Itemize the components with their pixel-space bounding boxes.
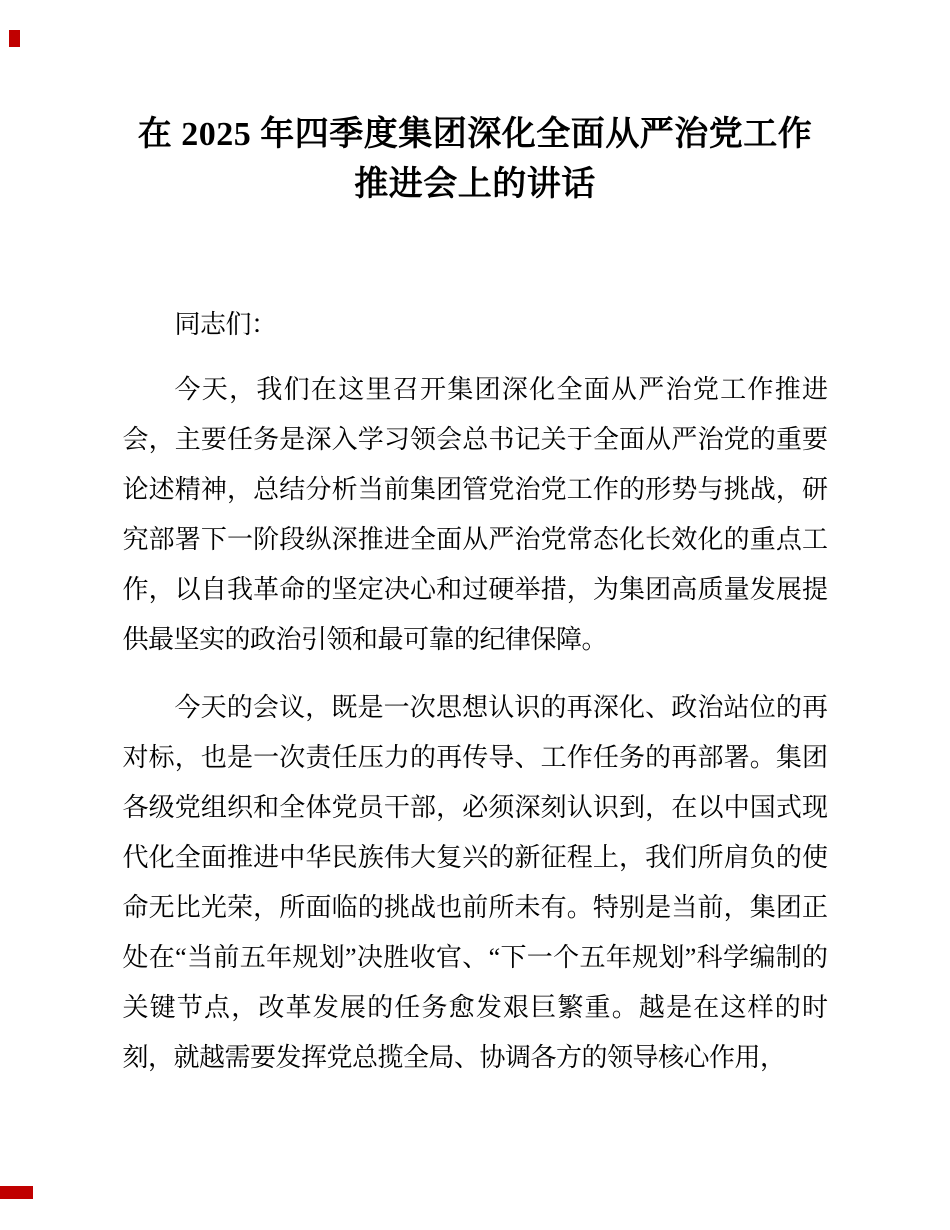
title-line-1: 在 2025 年四季度集团深化全面从严治党工作 <box>137 116 813 153</box>
paragraph-1: 今天，我们在这里召开集团深化全面从严治党工作推进会，主要任务是深入学习领会总书记关于全面从严治党的重要论述精神，总结分析当前集团管党治党工作的形势与挑战，研究部署下一阶段纵深推进全面从严治党常态化长效化的重点工作，以自我革命的坚定决心和过硬举措，为集团高质量发展提供最坚实的政治引领和最可靠的纪律保障。 <box>122 375 828 654</box>
document-title <box>0 0 950 210</box>
document-body <box>123 300 828 1083</box>
title-line-2: 推进会上的讲话 <box>354 166 596 203</box>
paragraph-2: 今天的会议，既是一次思想认识的再深化、政治站位的再对标，也是一次责任压力的再传导、工作任务的再部署。集团各级党组织和全体党员干部，必须深刻认识到，在以中国式现代化全面推进中华民族伟大复兴的新征程上，我们所肩负的使命无比光荣，所面临的挑战也前所未有。特别是当前，集团正处在“当前五年规划”决胜收官、“下一个五年规划”科学编制的关键节点，改革发展的任务愈发艰巨繁重。越是在这样的时刻，就越需要发挥党总揽全局、协调各方的领导核心作用， <box>122 693 828 1072</box>
red-corner-mark <box>9 30 20 47</box>
red-bottom-bar <box>0 1186 33 1199</box>
salutation: 同志们： <box>174 310 277 339</box>
